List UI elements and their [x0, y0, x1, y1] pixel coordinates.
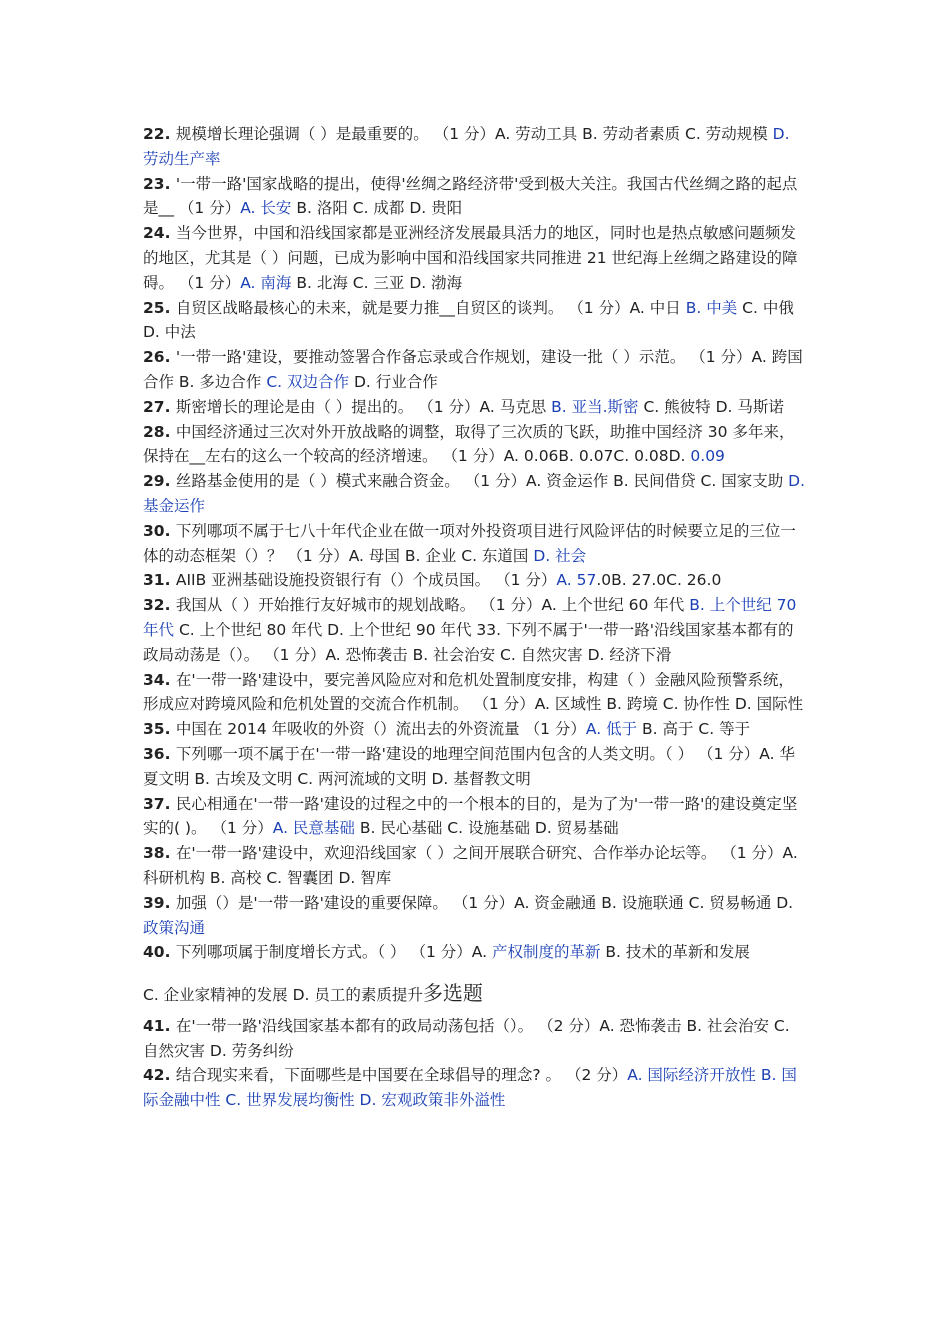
question-options-rest: B. 技术的革新和发展	[600, 943, 750, 962]
question-item	[143, 1063, 809, 1113]
question-separator: .	[164, 943, 176, 962]
question-answer: A. 57	[556, 571, 597, 590]
question-item	[143, 395, 809, 420]
question-answer: D. 基金运作	[143, 472, 806, 515]
question-options-rest: B. 北海 C. 三亚 D. 渤海	[291, 273, 463, 292]
question-item	[143, 345, 809, 395]
question-options-rest: .0B. 27.0C. 26.0	[596, 571, 722, 590]
question-stem: 结合现实来看，下面哪些是中国要在全球倡导的理念? 。 （2 分）	[175, 1066, 628, 1085]
question-item	[143, 841, 809, 891]
question-separator: .	[164, 571, 176, 590]
question-answer: A. 长安	[240, 199, 292, 218]
question-item	[143, 717, 809, 742]
question-stem: 在'一带一路'建设中，欢迎沿线国家（ ）之间开展联合研究、合作举办论坛等。 （1 分）A. 科研机构 B. 高校 C. 智囊团 D. 智库	[143, 844, 798, 887]
spacer	[143, 965, 809, 979]
question-stem: '一带一路'国家战略的提出，使得'丝绸之路经济带'受到极大关注。我国古代丝绸之路的起点是__ （1 分）	[143, 174, 798, 218]
question-answer: A. 国际经济开放性 B. 国际金融中性 C. 世界发展均衡性 D. 宏观政策非外溢性	[143, 1066, 797, 1110]
section-line	[143, 979, 809, 1008]
question-number: 34	[143, 670, 165, 689]
question-stem: 中国经济通过三次对外开放战略的调整，取得了三次质的飞跃，助推中国经济 30 多年来，保持在__左右的这么一个较高的经济增速。 （1 分）A. 0.06B. 0.07C. 0.08D.	[143, 422, 795, 466]
question-separator: .	[164, 422, 176, 441]
question-answer: 0.09	[690, 447, 725, 466]
question-answer: C. 双边合作	[266, 372, 350, 391]
question-item	[143, 420, 809, 470]
question-separator: .	[164, 125, 176, 143]
question-separator: .	[164, 521, 176, 540]
question-number: 42	[143, 1066, 165, 1085]
question-options-rest: C. 上个世纪 80 年代 D. 上个世纪 90 年代 33. 下列不属于'一带一路'沿线国家基本都有的政局动荡是（）。 （1 分）A. 恐怖袭击 B. 社会治安 C. 自然灾害 D. 经济下滑	[143, 620, 794, 664]
question-item	[143, 122, 809, 172]
question-answer: 政策沟通	[143, 918, 206, 937]
question-number: 37	[143, 794, 165, 813]
question-item	[143, 1014, 809, 1064]
question-stem: 加强（）是'一带一路'建设的重要保障。 （1 分）A. 资金融通 B. 设施联通 C. 贸易畅通 D.	[175, 893, 794, 912]
question-separator: .	[164, 1066, 176, 1085]
question-stem: 丝路基金使用的是（ ）模式来融合资金。 （1 分）A. 资金运作 B. 民间借贷 C. 国家支助	[175, 472, 789, 491]
question-number: 38	[143, 844, 165, 863]
question-number: 25	[143, 298, 165, 317]
question-answer: A. 民意基础	[272, 819, 355, 838]
question-stem: 当今世界，中国和沿线国家都是亚洲经济发展最具活力的地区，同时也是热点敏感问题频发的地区，尤其是（ ）问题，已成为影响中国和沿线国家共同推进 21 世纪海上丝绸之路建设的障碍。 （1 分）	[143, 224, 798, 292]
question-number: 41	[143, 1016, 165, 1035]
question-separator: .	[164, 1016, 176, 1035]
question-stem: 下列哪一项不属于在'一带一路'建设的地理空间范围内包含的人类文明。（ ） （1 分）A. 华夏文明 B. 古埃及文明 C. 两河流域的文明 D. 基督教文明	[143, 744, 795, 788]
question-item	[143, 568, 809, 593]
question-answer: A. 南海	[240, 273, 292, 292]
question-separator: .	[164, 348, 176, 367]
question-options-rest: D. 行业合作	[349, 372, 438, 391]
question-separator: .	[164, 472, 176, 491]
question-stem: 规模增长理论强调（ ）是最重要的。 （1 分）A. 劳动工具 B. 劳动者素质 C. 劳动规模	[175, 125, 773, 143]
question-item	[143, 296, 809, 346]
question-separator: .	[164, 794, 176, 813]
question-answer: 产权制度的革新	[491, 943, 601, 962]
question-separator: .	[164, 670, 176, 689]
question-number: 31	[143, 571, 165, 590]
question-number: 32	[143, 596, 165, 615]
question-item	[143, 519, 809, 569]
question-answer: B. 上个世纪 70 年代	[143, 596, 797, 639]
question-separator: .	[164, 893, 176, 912]
question-options-rest: B. 民心基础 C. 设施基础 D. 贸易基础	[354, 819, 619, 838]
question-number: 26	[143, 348, 165, 367]
question-item	[143, 668, 809, 718]
question-number: 40	[143, 943, 165, 962]
question-separator: .	[164, 744, 176, 763]
question-stem: 自贸区战略最核心的未来，就是要力推__自贸区的谈判。 （1 分）A. 中日	[175, 298, 686, 317]
question-options-rest: B. 高于 C. 等于	[637, 720, 751, 739]
question-item	[143, 940, 809, 965]
question-number: 36	[143, 744, 165, 763]
question-stem: 斯密增长的理论是由（ ）提出的。 （1 分）A. 马克思	[175, 397, 552, 416]
question-separator: .	[164, 720, 176, 739]
document-body	[143, 122, 809, 1113]
question-stem: 民心相通在'一带一路'建设的过程之中的一个根本的目的，是为了为'一带一路'的建设奠定坚实的( )。 （1 分）	[143, 794, 798, 838]
question-item	[143, 469, 809, 519]
question-item	[143, 172, 809, 222]
question-separator: .	[164, 224, 176, 243]
single-choice-list	[143, 122, 809, 965]
question-number: 23	[143, 174, 165, 193]
question-stem: 下列哪项属于制度增长方式。（ ） （1 分）A.	[175, 943, 492, 962]
q40-continuation: C. 企业家精神的发展 D. 员工的素质提升	[143, 986, 423, 1005]
question-number: 24	[143, 224, 165, 243]
question-options-rest: C. 熊彼特 D. 马斯诺	[638, 397, 784, 416]
question-number: 22	[143, 125, 165, 143]
question-separator: .	[164, 844, 176, 863]
question-number: 27	[143, 397, 165, 416]
question-item	[143, 742, 809, 792]
question-item	[143, 221, 809, 295]
question-stem: '一带一路'建设，要推动签署合作备忘录或合作规划，建设一批（ ）示范。 （1 分）A. 跨国合作 B. 多边合作	[143, 348, 803, 391]
question-item	[143, 891, 809, 941]
question-number: 30	[143, 521, 165, 540]
question-number: 28	[143, 422, 165, 441]
question-stem: 我国从（ ）开始推行友好城市的规划战略。 （1 分）A. 上个世纪 60 年代	[175, 596, 690, 615]
question-number: 29	[143, 472, 165, 491]
section-heading-multiple-choice: 多选题	[422, 981, 483, 1006]
question-stem: 中国在 2014 年吸收的外资（）流出去的外资流量 （1 分）	[175, 720, 586, 739]
question-stem: 在'一带一路'建设中，要完善风险应对和危机处置制度安排，构建（ ）金融风险预警系统，形成应对跨境风险和危机处置的交流合作机制。 （1 分）A. 区域性 B. 跨境 C. 协作性 D. 国际性	[143, 670, 804, 714]
question-item	[143, 593, 809, 667]
question-options-rest: B. 洛阳 C. 成都 D. 贵阳	[291, 199, 463, 218]
question-answer: D. 社会	[533, 546, 587, 565]
question-stem: AIIB 亚洲基础设施投资银行有（）个成员国。 （1 分）	[175, 571, 557, 590]
question-separator: .	[164, 174, 176, 193]
question-stem: 在'一带一路'沿线国家基本都有的政局动荡包括（）。 （2 分）A. 恐怖袭击 B. 社会治安 C. 自然灾害 D. 劳务纠纷	[143, 1016, 790, 1060]
question-item	[143, 792, 809, 842]
question-separator: .	[164, 397, 176, 416]
question-number: 35	[143, 720, 165, 739]
question-number: 39	[143, 893, 165, 912]
question-stem: 下列哪项不属于七八十年代企业在做一项对外投资项目进行风险评估的时候要立足的三位一体的动态框架（）？ （1 分）A. 母国 B. 企业 C. 东道国	[143, 521, 796, 565]
question-answer: A. 低于	[585, 720, 638, 739]
question-answer: B. 中美	[685, 298, 738, 317]
question-separator: .	[164, 298, 176, 317]
question-separator: .	[164, 596, 176, 615]
question-answer: D. 劳动生产率	[143, 125, 790, 168]
multiple-choice-list	[143, 1014, 809, 1113]
question-answer: B. 亚当.斯密	[551, 397, 639, 416]
question-options-rest: C. 中俄 D. 中法	[143, 298, 794, 342]
